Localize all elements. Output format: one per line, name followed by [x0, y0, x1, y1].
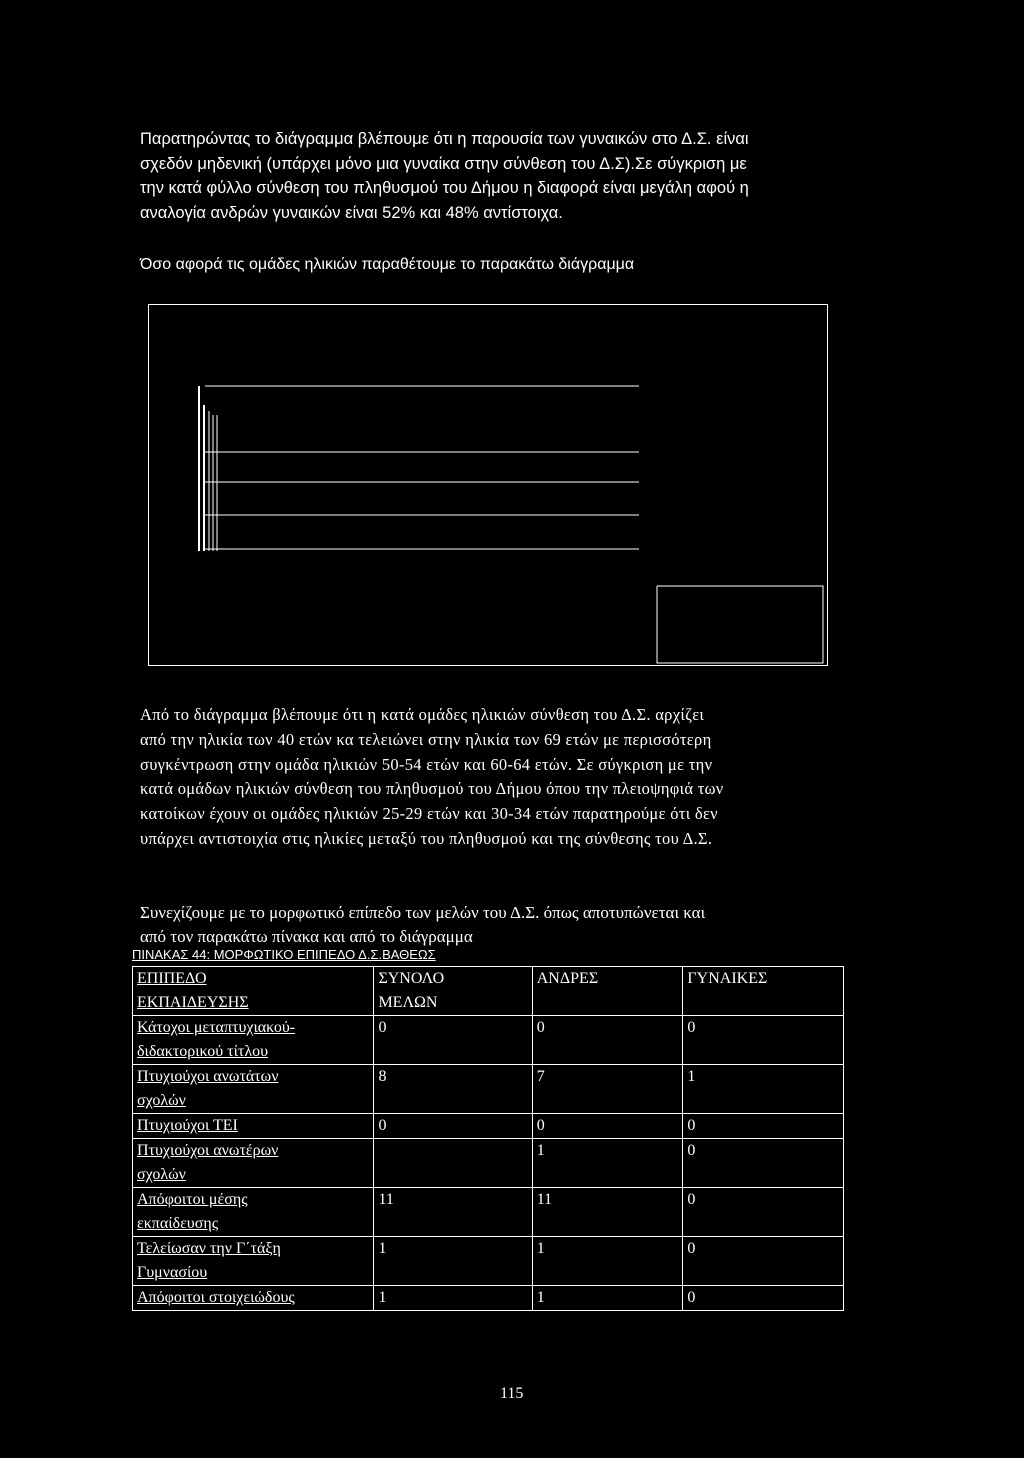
header-text: ΑΝΔΡΕΣ: [536, 970, 599, 987]
header-men: [532, 967, 683, 1016]
age-analysis-line: κατά ομάδων ηλικιών σύνθεση του πληθυσμού του Δήμου όπου την πλειοψηφιά των: [140, 779, 724, 799]
women-cell: 1: [683, 1065, 844, 1114]
education-intro-paragraph: [140, 901, 900, 949]
table-row: [133, 1188, 844, 1237]
intro-paragraph: [140, 127, 900, 225]
header-text: ΓΥΝΑΙΚΕΣ: [687, 970, 768, 987]
women-cell: 0: [683, 1286, 844, 1311]
chart-gridlines: [205, 386, 639, 549]
header-text: ΕΚΠΑΙΔΕΥΣΗΣ: [137, 994, 249, 1011]
row-label: Πτυχιούχοι ανωτέρων: [137, 1142, 279, 1159]
intro-line: σχεδόν μηδενική (υπάρχει μόνο μια γυναίκα στην σύνθεση του Δ.Σ).Σε σύγκριση με: [140, 154, 747, 173]
table-row: [133, 1065, 844, 1114]
chart-legend-border: [657, 586, 823, 663]
age-group-chart-svg: [149, 305, 829, 667]
row-label: Πτυχιούχοι ΤΕΙ: [137, 1117, 238, 1134]
row-label-cell: [133, 1016, 374, 1065]
men-cell: 1: [532, 1286, 683, 1311]
header-text: ΜΕΛΩΝ: [378, 994, 438, 1011]
table-row: [133, 1114, 844, 1139]
men-cell: 0: [532, 1114, 683, 1139]
age-group-chart: [148, 304, 828, 666]
table-row: [133, 1016, 844, 1065]
total-cell: 11: [374, 1188, 532, 1237]
table-header-row: [133, 967, 844, 1016]
row-label: διδακτορικού τίτλου: [137, 1043, 269, 1060]
row-label: Απόφοιτοι στοιχειώδους: [137, 1289, 295, 1306]
women-cell: 0: [683, 1016, 844, 1065]
men-cell: 0: [532, 1016, 683, 1065]
intro-line: την κατά φύλλο σύνθεση του πληθυσμού του Δήμου η διαφορά είναι μεγάλη αφού η: [140, 179, 749, 197]
women-cell: 0: [683, 1237, 844, 1286]
total-cell: [374, 1139, 532, 1188]
row-label-cell: [133, 1114, 374, 1139]
row-label-cell: [133, 1065, 374, 1114]
education-intro-line: από τον παρακάτω πίνακα και από το διάγραμμα: [140, 927, 473, 946]
table-row: [133, 1139, 844, 1188]
men-cell: 1: [532, 1237, 683, 1286]
row-label: εκπαίδευσης: [137, 1215, 219, 1232]
row-label: Απόφοιτοι μέσης: [137, 1191, 248, 1208]
men-cell: 7: [532, 1065, 683, 1114]
total-cell: 1: [374, 1286, 532, 1311]
age-intro-line: Όσο αφορά τις ομάδες ηλικιών παραθέτουμε το παρακάτω διάγραμμα: [140, 256, 635, 273]
row-label-cell: [133, 1188, 374, 1237]
row-label: Κάτοχοι μεταπτυχιακού-: [137, 1019, 296, 1036]
header-women: [683, 967, 844, 1016]
row-label: σχολών: [137, 1092, 186, 1109]
page-number: 115: [500, 1385, 524, 1402]
header-text: ΣΥΝΟΛΟ: [378, 970, 445, 987]
row-label: Γυμνασίου: [137, 1264, 208, 1281]
total-cell: 8: [374, 1065, 532, 1114]
total-cell: 1: [374, 1237, 532, 1286]
men-cell: 1: [532, 1139, 683, 1188]
row-label-cell: [133, 1286, 374, 1311]
row-label: σχολών: [137, 1166, 186, 1183]
women-cell: 0: [683, 1114, 844, 1139]
men-cell: 11: [532, 1188, 683, 1237]
women-cell: 0: [683, 1188, 844, 1237]
age-analysis-line: κατοίκων έχουν οι ομάδες ηλικιών 25-29 ετών και 30-34 ετών παρατηρούμε ότι δεν: [140, 804, 718, 824]
intro-line: αναλογία ανδρών γυναικών είναι 52% και 48% αντίστοιχα.: [140, 203, 563, 222]
age-analysis-paragraph: [140, 703, 900, 852]
row-label-cell: [133, 1237, 374, 1286]
header-total-members: [374, 967, 532, 1016]
age-analysis-line: υπάρχει αντιστοιχία στις ηλικίες μεταξύ του πληθυσμού και της σύνθεσης του Δ.Σ.: [140, 828, 713, 848]
women-cell: 0: [683, 1139, 844, 1188]
header-education-level: [133, 967, 374, 1016]
total-cell: 0: [374, 1114, 532, 1139]
chart-plot-edge: [199, 386, 217, 551]
row-label: Πτυχιούχοι ανωτάτων: [137, 1068, 279, 1085]
total-cell: 0: [374, 1016, 532, 1065]
row-label-cell: [133, 1139, 374, 1188]
education-table: [132, 966, 844, 1311]
intro-line: Παρατηρώντας το διάγραμμα βλέπουμε ότι η παρουσία των γυναικών στο Δ.Σ. είναι: [140, 130, 749, 148]
education-intro-line: Συνεχίζουμε με το μορφωτικό επίπεδο των μελών του Δ.Σ. όπως αποτυπώνεται και: [140, 903, 706, 922]
age-analysis-line: Από το διάγραμμα βλέπουμε ότι η κατά ομάδες ηλικιών σύνθεση του Δ.Σ. αρχίζει: [140, 705, 705, 724]
age-analysis-line: συγκέντρωση στην ομάδα ηλικιών 50-54 ετών και 60-64 ετών. Σε σύγκριση με την: [140, 754, 713, 774]
table-row: [133, 1286, 844, 1311]
table-row: [133, 1237, 844, 1286]
header-text: ΕΠΙΠΕΔΟ: [137, 970, 207, 987]
chart-legend-box: [657, 586, 823, 663]
age-analysis-line: από την ηλικία των 40 ετών κα τελειώνει στην ηλικία των 69 ετών με περισσότερη: [140, 729, 712, 749]
age-intro-paragraph: [140, 253, 900, 278]
table-caption: ΠΙΝΑΚΑΣ 44: ΜΟΡΦΩΤΙΚΟ ΕΠΙΠΕΔΟ Δ.Σ.ΒΑΘΕΩΣ: [132, 947, 436, 962]
row-label: Τελείωσαν την Γ΄τάξη: [137, 1240, 281, 1257]
